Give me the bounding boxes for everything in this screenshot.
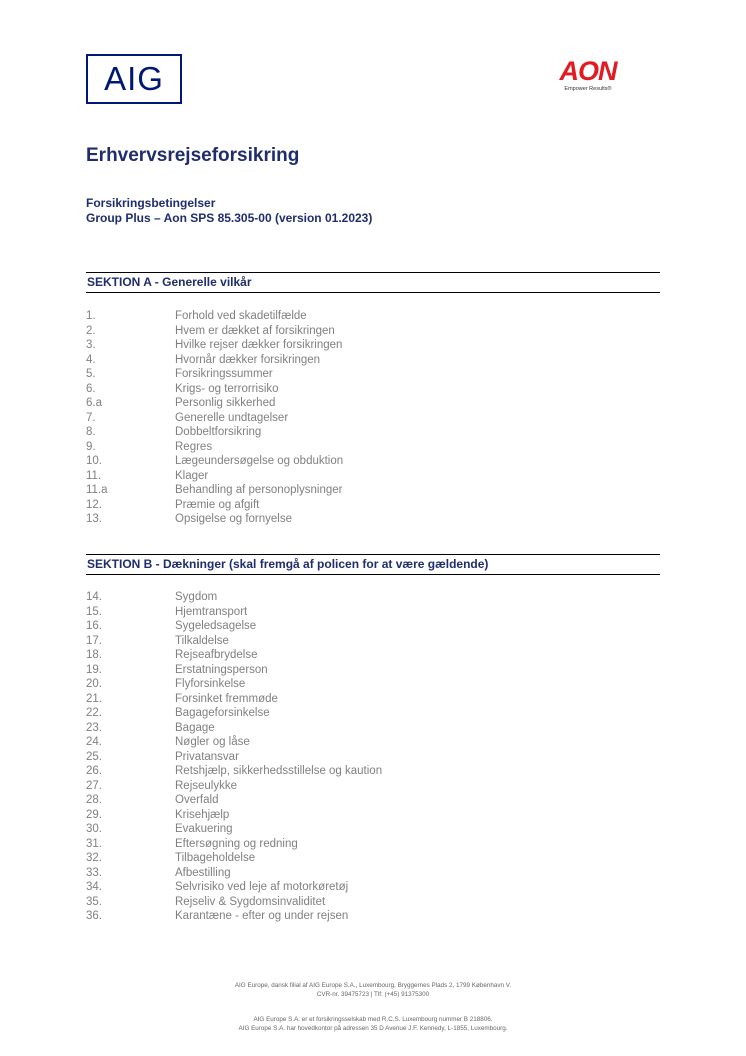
list-item [86, 793, 382, 808]
list-item [86, 454, 343, 469]
footer-line-2: CVR-nr. 39475723 | Tlf: (+45) 91375300 [316, 990, 430, 998]
section-a-heading: SEKTION A - Generelle vilkår [86, 272, 660, 293]
list-item-label: Præmie og afgift [175, 498, 260, 511]
list-item [86, 866, 382, 881]
section-a-list [86, 309, 343, 527]
list-item-label: Bagage [175, 721, 215, 734]
section-b-heading: SEKTION B - Dækninger (skal fremgå af policen for at være gældende) [86, 554, 660, 575]
list-item-number: 4. [86, 353, 96, 366]
document-title: Erhvervsrejseforsikring [86, 145, 300, 166]
list-item [86, 324, 343, 339]
list-item [86, 648, 382, 663]
footer-line-1: AIG Europe, dansk filial af AIG Europe S.A., Luxembourg, Bryggernes Plads 2, 1799 København V. [234, 982, 512, 989]
list-item [86, 895, 382, 910]
list-item-number: 8. [86, 426, 96, 438]
aon-logo [548, 58, 628, 93]
list-item-label: Lægeundersøgelse og obduktion [175, 455, 344, 467]
list-item-label: Forhold ved skadetilfælde [175, 310, 307, 322]
list-item-number: 20. [86, 678, 102, 690]
list-item-number: 25. [86, 750, 102, 763]
list-item-label: Karantæne - efter og under rejsen [175, 910, 349, 922]
section-b-list [86, 590, 382, 924]
list-item-number: 12. [86, 498, 102, 511]
list-item-number: 14. [86, 591, 102, 603]
list-item [86, 851, 382, 866]
list-item-label: Rejseafbrydelse [175, 649, 258, 661]
list-item-label: Overfald [175, 794, 219, 806]
list-item-number: 2. [86, 324, 96, 337]
list-item-label: Tilkaldelse [175, 634, 229, 647]
aon-tagline: Empower Results® [564, 86, 612, 92]
list-item-label: Opsigelse og fornyelse [175, 513, 292, 525]
list-item-number: 30. [86, 823, 102, 835]
list-item [86, 779, 382, 794]
list-item-label: Hvornår dækker forsikringen [175, 353, 321, 366]
list-item [86, 512, 343, 527]
list-item-number: 34. [86, 881, 102, 893]
list-item-label: Krisehjælp [175, 808, 230, 821]
list-item-label: Hvem er dækket af forsikringen [175, 324, 335, 337]
list-item-label: Hvilke rejser dækker forsikringen [175, 339, 343, 351]
list-item [86, 483, 343, 498]
footer-line-4: AIG Europe S.A. har hovedkontor på adressen 35 D Avenue J.F. Kennedy, L-1855, Luxembourg. [238, 1024, 508, 1032]
list-item [86, 909, 382, 924]
list-item-number: 15. [86, 605, 102, 618]
list-item-number: 11.a [86, 484, 108, 496]
list-item-number: 1. [86, 310, 96, 322]
list-item-number: 35. [86, 895, 102, 908]
list-item-label: Klager [175, 469, 209, 482]
list-item-number: 6. [86, 382, 96, 395]
list-item-label: Krigs- og terrorrisiko [175, 382, 279, 395]
list-item [86, 411, 343, 426]
list-item-number: 31. [86, 837, 102, 850]
list-item-label: Forsinket fremmøde [175, 692, 278, 705]
list-item [86, 837, 382, 852]
list-item [86, 663, 382, 678]
aon-wordmark: AON [559, 56, 617, 86]
footer-line-3: AIG Europe S.A. er et forsikringsselskab med R.C.S. Luxembourg nummer B 218806. [253, 1016, 493, 1023]
list-item-number: 32. [86, 852, 102, 864]
list-item-label: Selvrisiko ved leje af motorkøretøj [175, 881, 349, 893]
list-item-label: Erstatningsperson [175, 663, 268, 676]
document-subtitle [86, 196, 372, 226]
list-item-label: Afbestilling [175, 866, 231, 879]
list-item [86, 440, 343, 455]
list-item-number: 17. [86, 634, 102, 647]
list-item [86, 469, 343, 484]
list-item-label: Eftersøgning og redning [175, 837, 298, 850]
list-item [86, 367, 343, 382]
list-item-label: Forsikringssummer [175, 368, 273, 380]
list-item-number: 22. [86, 707, 102, 719]
list-item-number: 10. [86, 455, 102, 467]
list-item [86, 764, 382, 779]
list-item [86, 735, 382, 750]
list-item [86, 721, 382, 736]
list-item [86, 338, 343, 353]
list-item [86, 382, 343, 397]
subtitle-line-2: Group Plus – Aon SPS 85.305-00 (version 01.2023) [86, 211, 373, 225]
list-item [86, 822, 382, 837]
list-item-number: 9. [86, 440, 96, 453]
footer-legal-info [0, 1016, 746, 1033]
list-item-label: Nøgler og låse [175, 736, 250, 748]
list-item-number: 28. [86, 794, 102, 806]
list-item-number: 16. [86, 620, 102, 632]
list-item-number: 29. [86, 808, 102, 821]
list-item [86, 619, 382, 634]
list-item-label: Personlig sikkerhed [175, 397, 276, 409]
list-item-label: Flyforsinkelse [175, 678, 246, 690]
list-item-number: 23. [86, 721, 102, 734]
list-item-number: 26. [86, 765, 102, 777]
list-item-label: Behandling af personoplysninger [175, 484, 343, 496]
list-item-label: Sygdom [175, 591, 218, 603]
list-item-label: Rejseliv & Sygdomsinvaliditet [175, 895, 326, 908]
list-item-label: Retshjælp, sikkerhedsstillelse og kaution [175, 765, 383, 777]
list-item-label: Tilbageholdelse [175, 852, 256, 864]
list-item-number: 3. [86, 339, 96, 351]
list-item [86, 677, 382, 692]
list-item-number: 19. [86, 663, 102, 676]
list-item [86, 396, 343, 411]
list-item [86, 706, 382, 721]
list-item-number: 5. [86, 368, 96, 380]
list-item-number: 24. [86, 736, 102, 748]
list-item-number: 33. [86, 866, 102, 879]
list-item [86, 425, 343, 440]
list-item-label: Privatansvar [175, 750, 239, 763]
list-item [86, 880, 382, 895]
list-item-label: Dobbeltforsikring [175, 426, 262, 438]
list-item-label: Hjemtransport [175, 605, 248, 618]
list-item [86, 808, 382, 823]
list-item [86, 353, 343, 368]
list-item [86, 498, 343, 513]
list-item-number: 21. [86, 692, 102, 705]
list-item-number: 27. [86, 779, 102, 792]
list-item-number: 11. [86, 469, 102, 482]
list-item-number: 18. [86, 649, 102, 661]
aig-logo: AIG [86, 54, 182, 104]
footer-company-info [0, 982, 746, 999]
list-item [86, 309, 343, 324]
list-item-number: 13. [86, 513, 102, 525]
list-item [86, 590, 382, 605]
list-item [86, 692, 382, 707]
list-item-number: 6.a [86, 397, 102, 409]
list-item-number: 7. [86, 411, 96, 424]
list-item-number: 36. [86, 910, 102, 922]
subtitle-line-1: Forsikringsbetingelser [86, 196, 216, 210]
list-item [86, 634, 382, 649]
list-item [86, 750, 382, 765]
list-item-label: Evakuering [175, 823, 233, 835]
list-item-label: Bagageforsinkelse [175, 707, 270, 719]
list-item-label: Rejseulykke [175, 779, 237, 792]
list-item-label: Sygeledsagelse [175, 620, 257, 632]
list-item-label: Generelle undtagelser [175, 411, 289, 424]
list-item-label: Regres [175, 440, 213, 453]
list-item [86, 605, 382, 620]
